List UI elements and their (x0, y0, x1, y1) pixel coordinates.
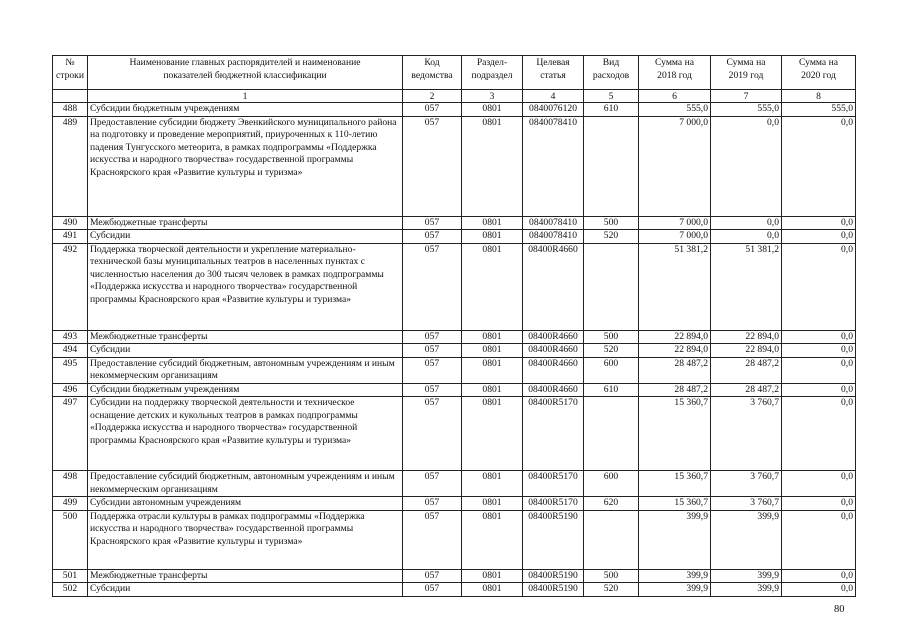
cell-row-number: 491 (53, 230, 88, 244)
cell-sum-2018: 399,9 (639, 583, 711, 597)
cell-sum-2020: 0,0 (782, 397, 856, 471)
column-number: 5 (584, 90, 639, 103)
cell-department-code: 057 (403, 330, 462, 344)
cell-expense-type: 600 (584, 471, 639, 497)
cell-sum-2020: 0,0 (782, 583, 856, 597)
cell-target-article: 08400R5190 (523, 569, 584, 583)
cell-sum-2019: 399,9 (711, 583, 782, 597)
table-row (53, 497, 856, 511)
cell-expense-type (584, 116, 639, 216)
cell-department-code: 057 (403, 357, 462, 383)
table-row (53, 216, 856, 230)
cell-name: Субсидии бюджетным учреждениям (88, 383, 403, 397)
cell-row-number: 494 (53, 344, 88, 358)
cell-sum-2018: 7 000,0 (639, 216, 711, 230)
cell-name: Субсидии бюджетным учреждениям (88, 103, 403, 117)
column-number: 6 (639, 90, 711, 103)
header-department-code: Код ведомства (403, 56, 462, 90)
cell-department-code: 057 (403, 383, 462, 397)
header-sum-2020: Сумма на 2020 год (782, 56, 856, 90)
cell-sum-2019: 0,0 (711, 116, 782, 216)
table-row (53, 116, 856, 216)
cell-section: 0801 (462, 383, 523, 397)
cell-sum-2020: 0,0 (782, 510, 856, 569)
cell-row-number: 501 (53, 569, 88, 583)
cell-target-article: 08400R4660 (523, 344, 584, 358)
column-number: 7 (711, 90, 782, 103)
cell-name: Межбюджетные трансферты (88, 330, 403, 344)
cell-sum-2020: 0,0 (782, 383, 856, 397)
cell-name: Предоставление субсидий бюджетным, автономным учреждениям и иным некоммерческим организациям (88, 471, 403, 497)
cell-target-article: 08400R4660 (523, 330, 584, 344)
cell-target-article: 08400R5190 (523, 583, 584, 597)
table-row (53, 383, 856, 397)
cell-section: 0801 (462, 510, 523, 569)
cell-row-number: 497 (53, 397, 88, 471)
column-number: 3 (462, 90, 523, 103)
table-row (53, 471, 856, 497)
cell-sum-2020: 0,0 (782, 357, 856, 383)
cell-section: 0801 (462, 471, 523, 497)
cell-sum-2018: 555,0 (639, 103, 711, 117)
page-number: 80 (834, 604, 845, 615)
cell-section: 0801 (462, 116, 523, 216)
cell-sum-2018: 399,9 (639, 569, 711, 583)
header-sum-2018: Сумма на 2018 год (639, 56, 711, 90)
cell-name: Межбюджетные трансферты (88, 569, 403, 583)
cell-department-code: 057 (403, 497, 462, 511)
cell-department-code: 057 (403, 344, 462, 358)
cell-sum-2018: 28 487,2 (639, 383, 711, 397)
cell-row-number: 499 (53, 497, 88, 511)
cell-expense-type (584, 397, 639, 471)
header-row-number: № строки (53, 56, 88, 90)
cell-sum-2019: 3 760,7 (711, 471, 782, 497)
cell-section: 0801 (462, 357, 523, 383)
cell-expense-type (584, 243, 639, 330)
cell-section: 0801 (462, 569, 523, 583)
cell-name: Субсидии на поддержку творческой деятельности и техническое оснащение детских и кукольных театров в рамках подпрограммы «Поддержка искусства и народного творчества» государственной программы Красноярского края «Развитие культуры и туризма» (88, 397, 403, 471)
cell-name: Субсидии (88, 230, 403, 244)
cell-sum-2018: 51 381,2 (639, 243, 711, 330)
header-sum-2019: Сумма на 2019 год (711, 56, 782, 90)
cell-expense-type: 520 (584, 583, 639, 597)
cell-expense-type: 610 (584, 383, 639, 397)
cell-department-code: 057 (403, 569, 462, 583)
table-row (53, 510, 856, 569)
cell-name: Субсидии (88, 344, 403, 358)
cell-section: 0801 (462, 243, 523, 330)
cell-section: 0801 (462, 330, 523, 344)
table-row (53, 330, 856, 344)
table-row (53, 230, 856, 244)
cell-expense-type: 520 (584, 344, 639, 358)
cell-row-number: 493 (53, 330, 88, 344)
cell-expense-type: 500 (584, 216, 639, 230)
cell-sum-2018: 15 360,7 (639, 497, 711, 511)
cell-name: Субсидии (88, 583, 403, 597)
budget-table (52, 55, 856, 597)
cell-expense-type: 500 (584, 330, 639, 344)
cell-sum-2020: 0,0 (782, 243, 856, 330)
cell-department-code: 057 (403, 397, 462, 471)
cell-section: 0801 (462, 583, 523, 597)
cell-sum-2019: 399,9 (711, 569, 782, 583)
table-row (53, 397, 856, 471)
cell-row-number: 500 (53, 510, 88, 569)
cell-row-number: 488 (53, 103, 88, 117)
cell-sum-2018: 7 000,0 (639, 116, 711, 216)
column-number-row (53, 90, 856, 103)
cell-name: Субсидии автономным учреждениям (88, 497, 403, 511)
cell-sum-2018: 15 360,7 (639, 471, 711, 497)
cell-sum-2020: 0,0 (782, 116, 856, 216)
cell-expense-type: 610 (584, 103, 639, 117)
cell-sum-2018: 15 360,7 (639, 397, 711, 471)
column-number: 1 (88, 90, 403, 103)
cell-expense-type: 600 (584, 357, 639, 383)
cell-sum-2019: 3 760,7 (711, 497, 782, 511)
cell-department-code: 057 (403, 230, 462, 244)
cell-sum-2018: 22 894,0 (639, 330, 711, 344)
cell-target-article: 08400R5170 (523, 397, 584, 471)
cell-sum-2018: 22 894,0 (639, 344, 711, 358)
cell-sum-2020: 0,0 (782, 344, 856, 358)
cell-section: 0801 (462, 103, 523, 117)
cell-name: Межбюджетные трансферты (88, 216, 403, 230)
cell-name: Поддержка творческой деятельности и укрепление материально-технической базы муниципальных театров в населенных пунктах с численностью населения до 300 тысяч человек в рамках подпрограммы «Поддержка искусства и народного творчества» государственной программы Красноярского края «Развитие культуры и туризма» (88, 243, 403, 330)
cell-section: 0801 (462, 216, 523, 230)
cell-department-code: 057 (403, 510, 462, 569)
cell-target-article: 08400R4660 (523, 357, 584, 383)
cell-target-article: 08400R5190 (523, 510, 584, 569)
cell-row-number: 495 (53, 357, 88, 383)
cell-target-article: 08400R4660 (523, 243, 584, 330)
cell-section: 0801 (462, 230, 523, 244)
cell-department-code: 057 (403, 116, 462, 216)
cell-target-article: 08400R4660 (523, 383, 584, 397)
table-row (53, 583, 856, 597)
table-row (53, 344, 856, 358)
table-row (53, 569, 856, 583)
cell-target-article: 08400R5170 (523, 497, 584, 511)
cell-row-number: 492 (53, 243, 88, 330)
cell-name: Предоставление субсидии бюджету Эвенкийского муниципального района на подготовку и проведение мероприятий, приуроченных к 110-летию падения Тунгусского метеорита, в рамках подпрограммы «Поддержка искусства и народного творчества» государственной программы Красноярского края «Развитие культуры и туризма» (88, 116, 403, 216)
cell-row-number: 489 (53, 116, 88, 216)
cell-sum-2019: 22 894,0 (711, 344, 782, 358)
cell-section: 0801 (462, 397, 523, 471)
cell-sum-2019: 28 487,2 (711, 357, 782, 383)
cell-sum-2020: 0,0 (782, 330, 856, 344)
cell-sum-2020: 0,0 (782, 497, 856, 511)
cell-sum-2019: 22 894,0 (711, 330, 782, 344)
cell-section: 0801 (462, 497, 523, 511)
cell-department-code: 057 (403, 471, 462, 497)
cell-row-number: 496 (53, 383, 88, 397)
header-name: Наименование главных распорядителей и наименование показателей бюджетной классификации (88, 56, 403, 90)
cell-row-number: 498 (53, 471, 88, 497)
table-body (53, 103, 856, 597)
column-number: 2 (403, 90, 462, 103)
cell-name: Предоставление субсидий бюджетным, автономным учреждениям и иным некоммерческим организациям (88, 357, 403, 383)
cell-sum-2020: 555,0 (782, 103, 856, 117)
cell-department-code: 057 (403, 103, 462, 117)
cell-sum-2018: 399,9 (639, 510, 711, 569)
cell-target-article: 0840078410 (523, 230, 584, 244)
cell-row-number: 502 (53, 583, 88, 597)
cell-sum-2019: 555,0 (711, 103, 782, 117)
table-row (53, 357, 856, 383)
cell-target-article: 0840076120 (523, 103, 584, 117)
cell-target-article: 0840078410 (523, 216, 584, 230)
header-expense-type: Вид расходов (584, 56, 639, 90)
cell-sum-2019: 399,9 (711, 510, 782, 569)
cell-sum-2020: 0,0 (782, 216, 856, 230)
cell-target-article: 08400R5170 (523, 471, 584, 497)
cell-sum-2018: 28 487,2 (639, 357, 711, 383)
cell-section: 0801 (462, 344, 523, 358)
cell-expense-type (584, 510, 639, 569)
cell-sum-2019: 28 487,2 (711, 383, 782, 397)
cell-expense-type: 520 (584, 230, 639, 244)
cell-department-code: 057 (403, 243, 462, 330)
column-number (53, 90, 88, 103)
cell-sum-2018: 7 000,0 (639, 230, 711, 244)
cell-sum-2020: 0,0 (782, 569, 856, 583)
column-number: 8 (782, 90, 856, 103)
cell-department-code: 057 (403, 216, 462, 230)
cell-department-code: 057 (403, 583, 462, 597)
cell-sum-2019: 51 381,2 (711, 243, 782, 330)
header-section: Раздел- подраздел (462, 56, 523, 90)
table-row (53, 103, 856, 117)
cell-target-article: 0840078410 (523, 116, 584, 216)
cell-sum-2019: 3 760,7 (711, 397, 782, 471)
column-number: 4 (523, 90, 584, 103)
header-row (53, 56, 856, 90)
cell-sum-2020: 0,0 (782, 471, 856, 497)
table-row (53, 243, 856, 330)
cell-expense-type: 500 (584, 569, 639, 583)
cell-row-number: 490 (53, 216, 88, 230)
cell-sum-2020: 0,0 (782, 230, 856, 244)
cell-name: Поддержка отрасли культуры в рамках подпрограммы «Поддержка искусства и народного творчества» государственной программы Красноярского края «Развитие культуры и туризма» (88, 510, 403, 569)
header-target-article: Целевая статья (523, 56, 584, 90)
cell-sum-2019: 0,0 (711, 216, 782, 230)
cell-expense-type: 620 (584, 497, 639, 511)
cell-sum-2019: 0,0 (711, 230, 782, 244)
